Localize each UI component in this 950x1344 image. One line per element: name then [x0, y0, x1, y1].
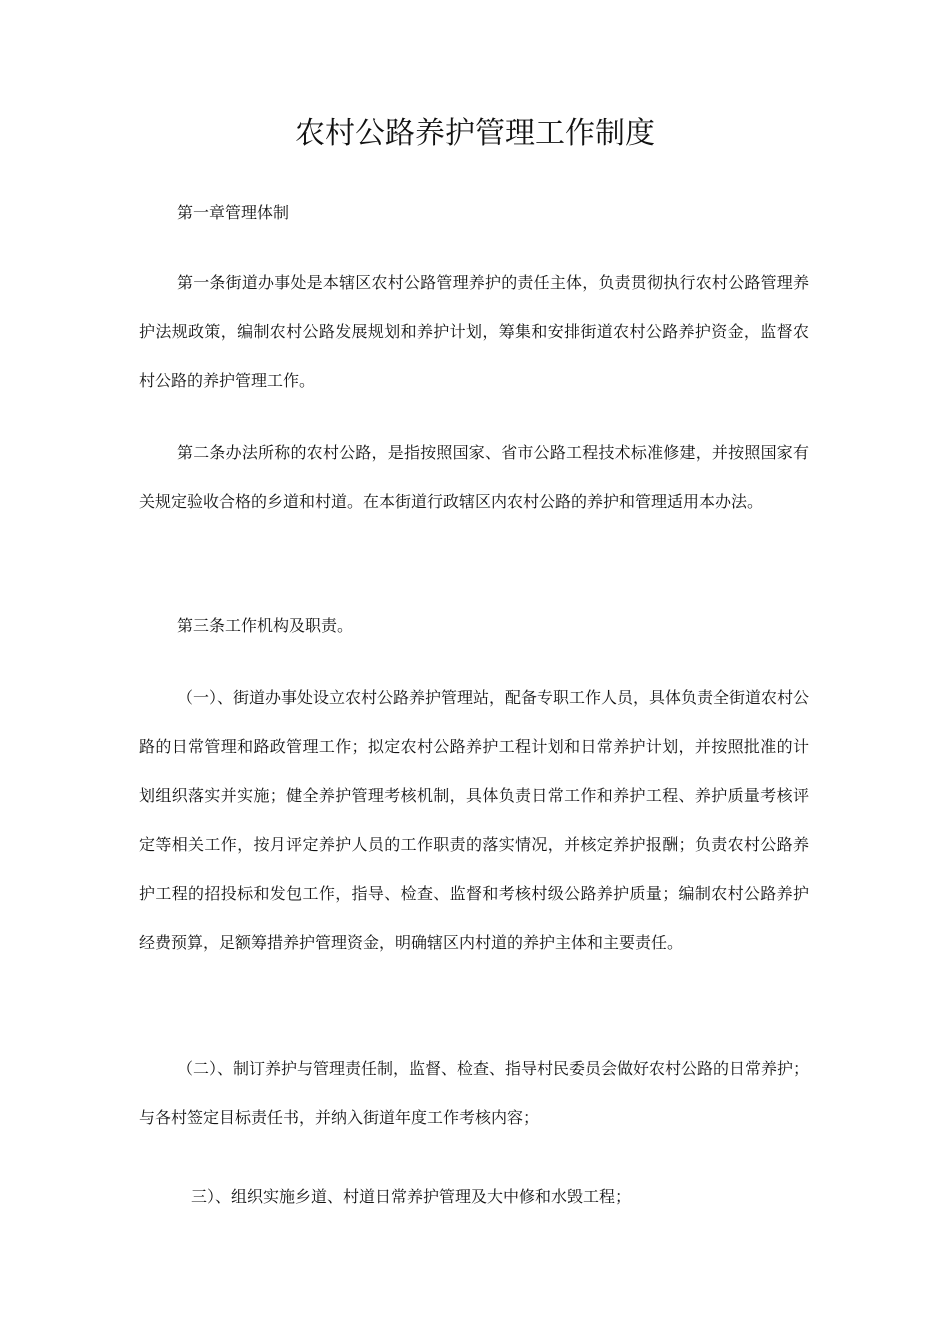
- document-title: 农村公路养护管理工作制度: [295, 116, 655, 151]
- item-2-paragraph: （二）、制订养护与管理责任制，监督、检查、指导村民委员会做好农村公路的日常养护；与各村签定目标责任书，并纳入街道年度工作考核内容；: [139, 1059, 810, 1127]
- item-1-paragraph: （一）、街道办事处设立农村公路养护管理站，配备专职工作人员，具体负责全街道农村公路的日常管理和路政管理工作；拟定农村公路养护工程计划和日常养护计划，并按照批准的计划组织落实并实施；健全养护管理考核机制，具体负责日常工作和养护工程、养护质量考核评定等相关工作，按月评定养护人员的工作职责的落实情况，并核定养护报酬；负责农村公路养护工程的招投标和发包工作，指导、检查、监督和考核村级公路养护质量；编制农村公路养护经费预算，足额筹措养护管理资金，明确辖区内村道的养护主体和主要责任。: [139, 688, 810, 952]
- chapter-heading: 第一章管理体制: [177, 203, 290, 222]
- article-1-paragraph: 第一条街道办事处是本辖区农村公路管理养护的责任主体，负责贯彻执行农村公路管理养护法规政策，编制农村公路发展规划和养护计划，筹集和安排街道农村公路养护资金，监督农村公路的养护管理工作。: [139, 273, 809, 390]
- article-2-paragraph: 第二条办法所称的农村公路，是指按照国家、省市公路工程技术标准修建，并按照国家有关规定验收合格的乡道和村道。在本街道行政辖区内农村公路的养护和管理适用本办法。: [139, 443, 809, 511]
- article-3-paragraph: 第三条工作机构及职责。: [177, 616, 354, 635]
- item-3-paragraph: 三）、组织实施乡道、村道日常养护管理及大中修和水毁工程；: [191, 1187, 632, 1206]
